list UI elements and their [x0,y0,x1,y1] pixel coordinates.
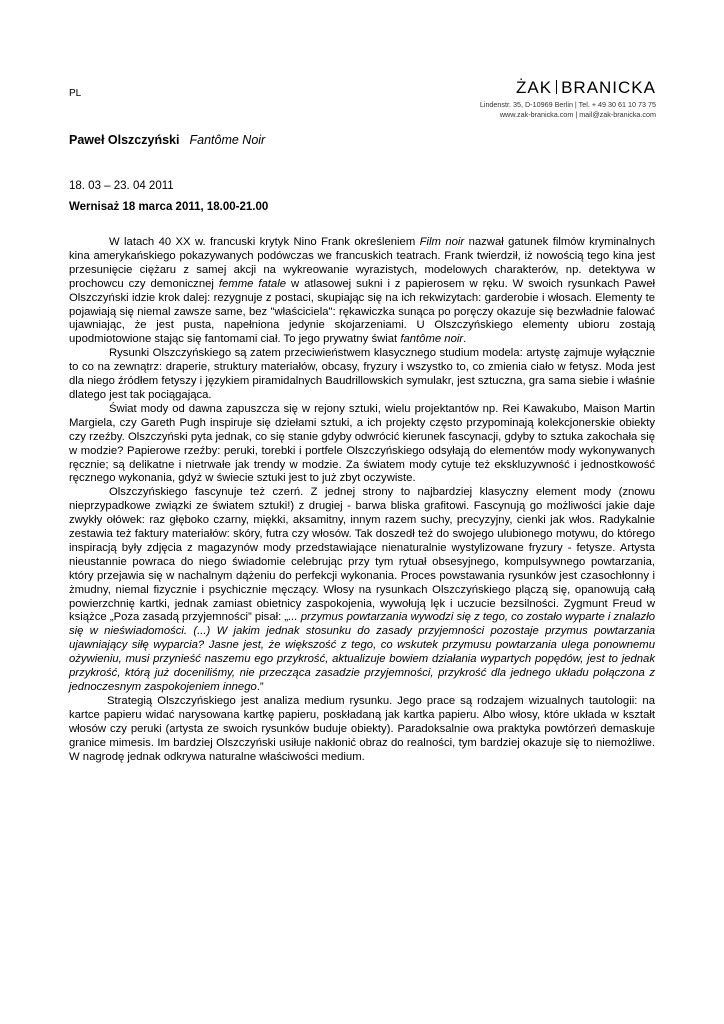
logo-divider [556,80,557,94]
p1-text: . [463,333,467,346]
p1-text: nazwał gatunek filmów kryminalnych kina amerykańskiego pokazywanych podówczas we francuskich teatrach. Frank twierdził, iż nowością tego kina jest przesunięcie ciężaru z samej akcji na wykreowanie wyrazistych, modelowych charakterów, np. detektywa w prochowcu czy demonicznej [69,236,655,290]
logo-right: BRANICKA [561,78,656,97]
gallery-address: Lindenstr. 35, D-10969 Berlin | Tel. + 49 30 61 10 73 75 [479,100,656,109]
paragraph-5: Strategią Olszczyńskiego jest analiza medium rysunku. Jego prace są rodzajem wizualnych tautologii: na kartce papieru widać narysowana kartkę papieru, poskładaną jak kartka papieru. Albo włosy, które układa w kształt włosów czy peruki (artysta ze swoich rysunków buduje obiekty). Paradoksalnie owa praktyka powtórzeń demaskuje granice mimesis. Im bardziej Olszczyński usiłuje nakłonić obraz do realności, tym bardziej okazuje się to niemożliwe. W nagrodę jednak odkrywa naturalne właściwości medium. [69,694,655,763]
paragraph-3: Świat mody od dawna zapuszcza się w rejony sztuki, wielu projektantów np. Rei Kawakubo, Maison Martin Margiela, czy Gareth Pugh inspiruje się dziełami sztuki, a ich projekty często przypominają kolekcjonerskie obiekty czy rzeźby. Olszczyński pyta jednak, co się stanie gdyby odwrócić kierunek fascynacji, gdyby to sztuka zakochała się w modzie? Papierowe rzeźby: peruki, torebki i portfele Olszczyńskiego odsyłają do elementów mody wykonywanych ręcznie; są delikatne i nietrwałe jak trendy w modzie. Za światem mody cytuje też ekskluzywność i jednostkowość ręcznego wykonania, gdyż w świecie sztuki jest to już zbyt oczywiste. [69,402,655,485]
p4-text: Olszczyńskiego fascynuje też czerń. Z jednej strony to najbardziej klasyczny element mody (znowu nieprzypadkowe związki ze światem sztuki!) z drugiej - barwa bliska grafitowi. Fascynują go możliwości jakie daje zwykły ołówek: raz głęboko czarny, miękki, aksamitny, innym razem suchy, precyzyjny, cienki jak włos. Radykalnie zestawia też faktury materiałów: skóry, futra czy włosów. Tak doszedł też do swojego ulubionego motywu, do którego inspiracją były zdjęcia z magazynów mody przedstawiające nienaturalnie wystylizowane fryzury - fetysze. Artysta nieustannie powraca do niego świadomie celebrując przy tym rytuał obsesyjnego, kompulsywnego powtarzania, który przejawia się w nachalnym dążeniu do perfekcji wykonania. Proces powstawania rysunków jest czasochłonny i żmudny, niemal fizycznie i psychicznie męczący. Włosy na rysunkach Olszczyńskiego plączą się, opanowują całą powierzchnię kartki, jednak zamiast obietnicy zaspokojenia, wywołują lęk i uczucie bezsilności. Zygmunt Freud w książce „Poza zasadą przyjemności” pisał: „ [69,486,655,624]
p1-italic-fantome-noir: fantôme noir [400,333,464,346]
exhibition-title: Fantôme Noir [189,133,266,147]
gallery-logo [480,79,656,97]
paragraph-2: Rysunki Olszczyńskiego są zatem przeciwieństwem klasycznego studium modela: artystę zajmuje wyłącznie to co na zewnątrz: draperie, struktury materiałów, obcasy, fryzury i wszystko to, co zmienia ciało w fetysz. Moda jest dla niego źródłem fetyszy i językiem piramidalnych Baudrillowskich symulakr, jest sztuczna, gra sama siebie i właśnie dlatego jest tak pociągająca. [69,347,655,401]
exhibition-dates: 18. 03 – 23. 04 2011 [69,180,174,192]
p4-text: .” [256,681,264,693]
paragraph-4 [69,486,655,695]
p4-freud-quote: ... przymus powtarzania wywodzi się z tego, co zostało wyparte i znalazło się w nieświadomości. (...) W jakim jednak stosunku do zasady przyjemności pozostaje przymus powtarzania ujawniający siłę wyparcia? Jasne jest, że większość z tego, co wskutek przymusu powtarzania ulega ponownemu ożywieniu, musi przynieść naszemu ego przykrość, aktualizuje bowiem działania wypartych popędów, jest to jednak przykrość, którą już doceniliśmy, nie przecząca zasadzie przyjemności, przykrość dla jednego układu połączona z jednoczesnym zaspokojeniem innego [69,611,655,693]
page-title [69,133,265,147]
p1-italic-femme-fatale: femme fatale [218,277,286,290]
gallery-letterhead [480,79,656,120]
p1-text: w atlasowej sukni i z papierosem w ręku. W swoich rysunkach Paweł Olszczyński idzie krok dalej: rezygnuje z postaci, skupiając się na ich rekwizytach: garderobie i włosach. Elementy te pojawiają się niemal zawsze same, bez "właściciela": rękawiczka sunąca po poręczy okazuje się bezwładnie falować ujawniając, że jest pusta, napełniona jedynie skojarzeniami. U Olszczyńskiego elementy ubioru zostają upodmiotowione stając się fantomami ciał. To jego prywatny świat [69,277,655,346]
artist-name: Paweł Olszczyński [69,133,180,147]
vernissage-info: Wernisaż 18 marca 2011, 18.00-21.00 [69,201,269,213]
language-label: PL [69,88,82,99]
paragraph-1 [69,236,655,347]
p1-italic-film-noir: Film noir [419,236,465,248]
gallery-web: www.zak-branicka.com | mail@zak-branicka.com [499,110,656,119]
press-text [69,236,655,764]
logo-left: ŻAK [516,78,553,97]
p1-text: W latach 40 XX w. francuski krytyk Nino Frank określeniem [109,236,420,248]
